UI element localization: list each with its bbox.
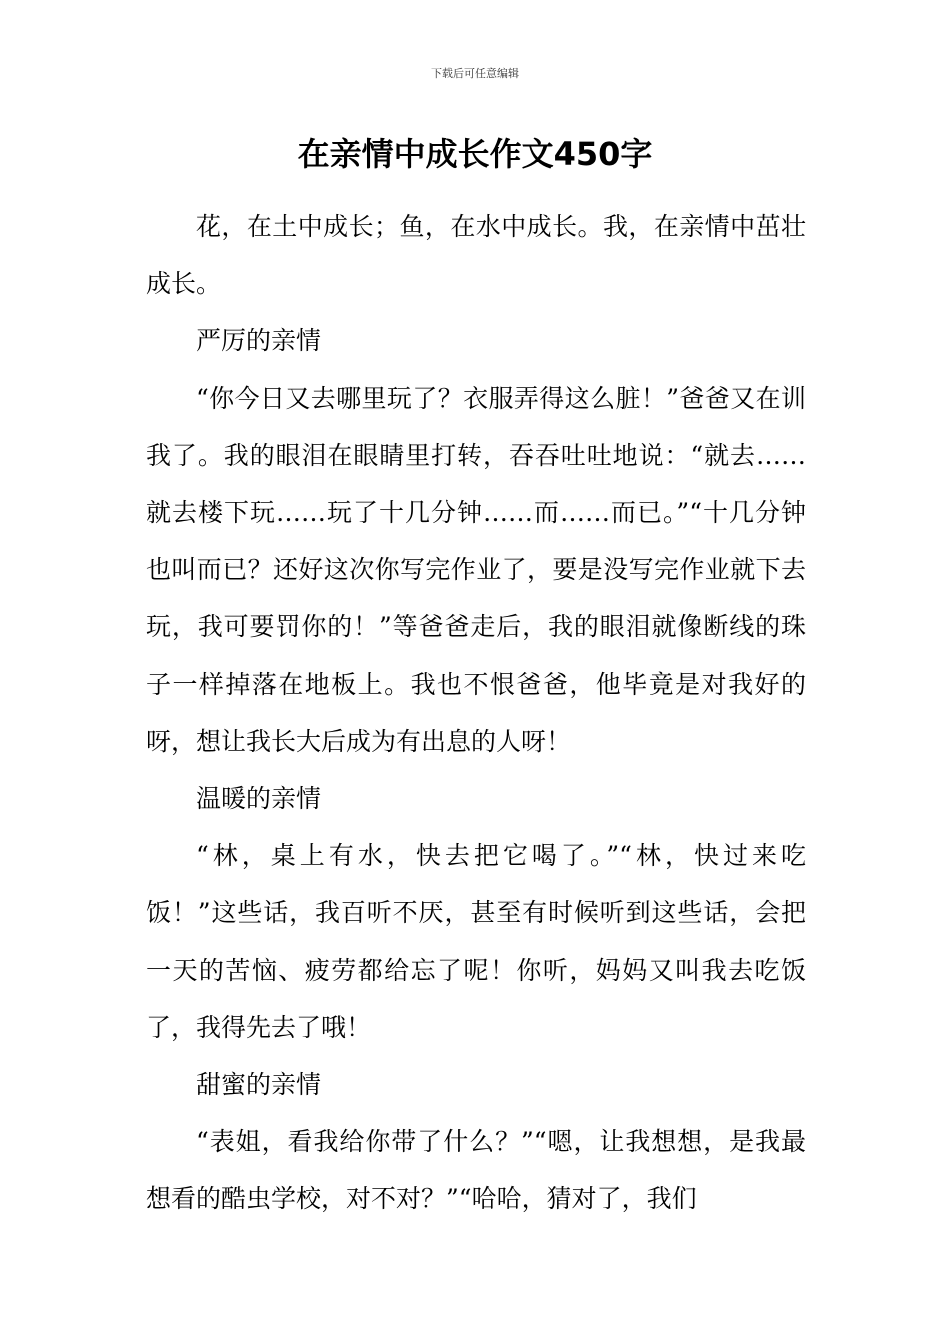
paragraph-sweet: “表姐，看我给你带了什么？”“嗯，让我想想，是我最想看的酷虫学校，对不对？”“哈哈，猜对了，我们: [146, 1127, 806, 1214]
header-note: 下载后可任意编辑: [431, 67, 519, 80]
section-heading-warm: 温暖的亲情: [196, 784, 322, 814]
paragraph-strict: “你今日又去哪里玩了？衣服弄得这么脏！”爸爸又在训我了。我的眼泪在眼睛里打转，吞吞吐吐地说：“就去……就去楼下玩……玩了十几分钟……而……而已。”“十几分钟也叫而已？还好这次你写完作业了，要是没写完作业就下去玩，我可要罚你的！”等爸爸走后，我的眼泪就像断线的珠子一样掉落在地板上。我也不恨爸爸，他毕竟是对我好的呀，想让我长大后成为有出息的人呀！: [146, 383, 806, 756]
section-heading-strict: 严厉的亲情: [196, 326, 322, 356]
document-title: 在亲情中成长作文450字: [297, 135, 653, 173]
section-heading-sweet: 甜蜜的亲情: [196, 1070, 322, 1100]
intro-paragraph: 花，在土中成长；鱼，在水中成长。我，在亲情中茁壮成长。: [146, 212, 806, 299]
paragraph-warm: “林，桌上有水，快去把它喝了。”“林，快过来吃饭！”这些话，我百听不厌，甚至有时候听到这些话，会把一天的苦恼、疲劳都给忘了呢！你听，妈妈又叫我去吃饭了，我得先去了哦！: [146, 841, 806, 1042]
document-body: [146, 198, 806, 1228]
